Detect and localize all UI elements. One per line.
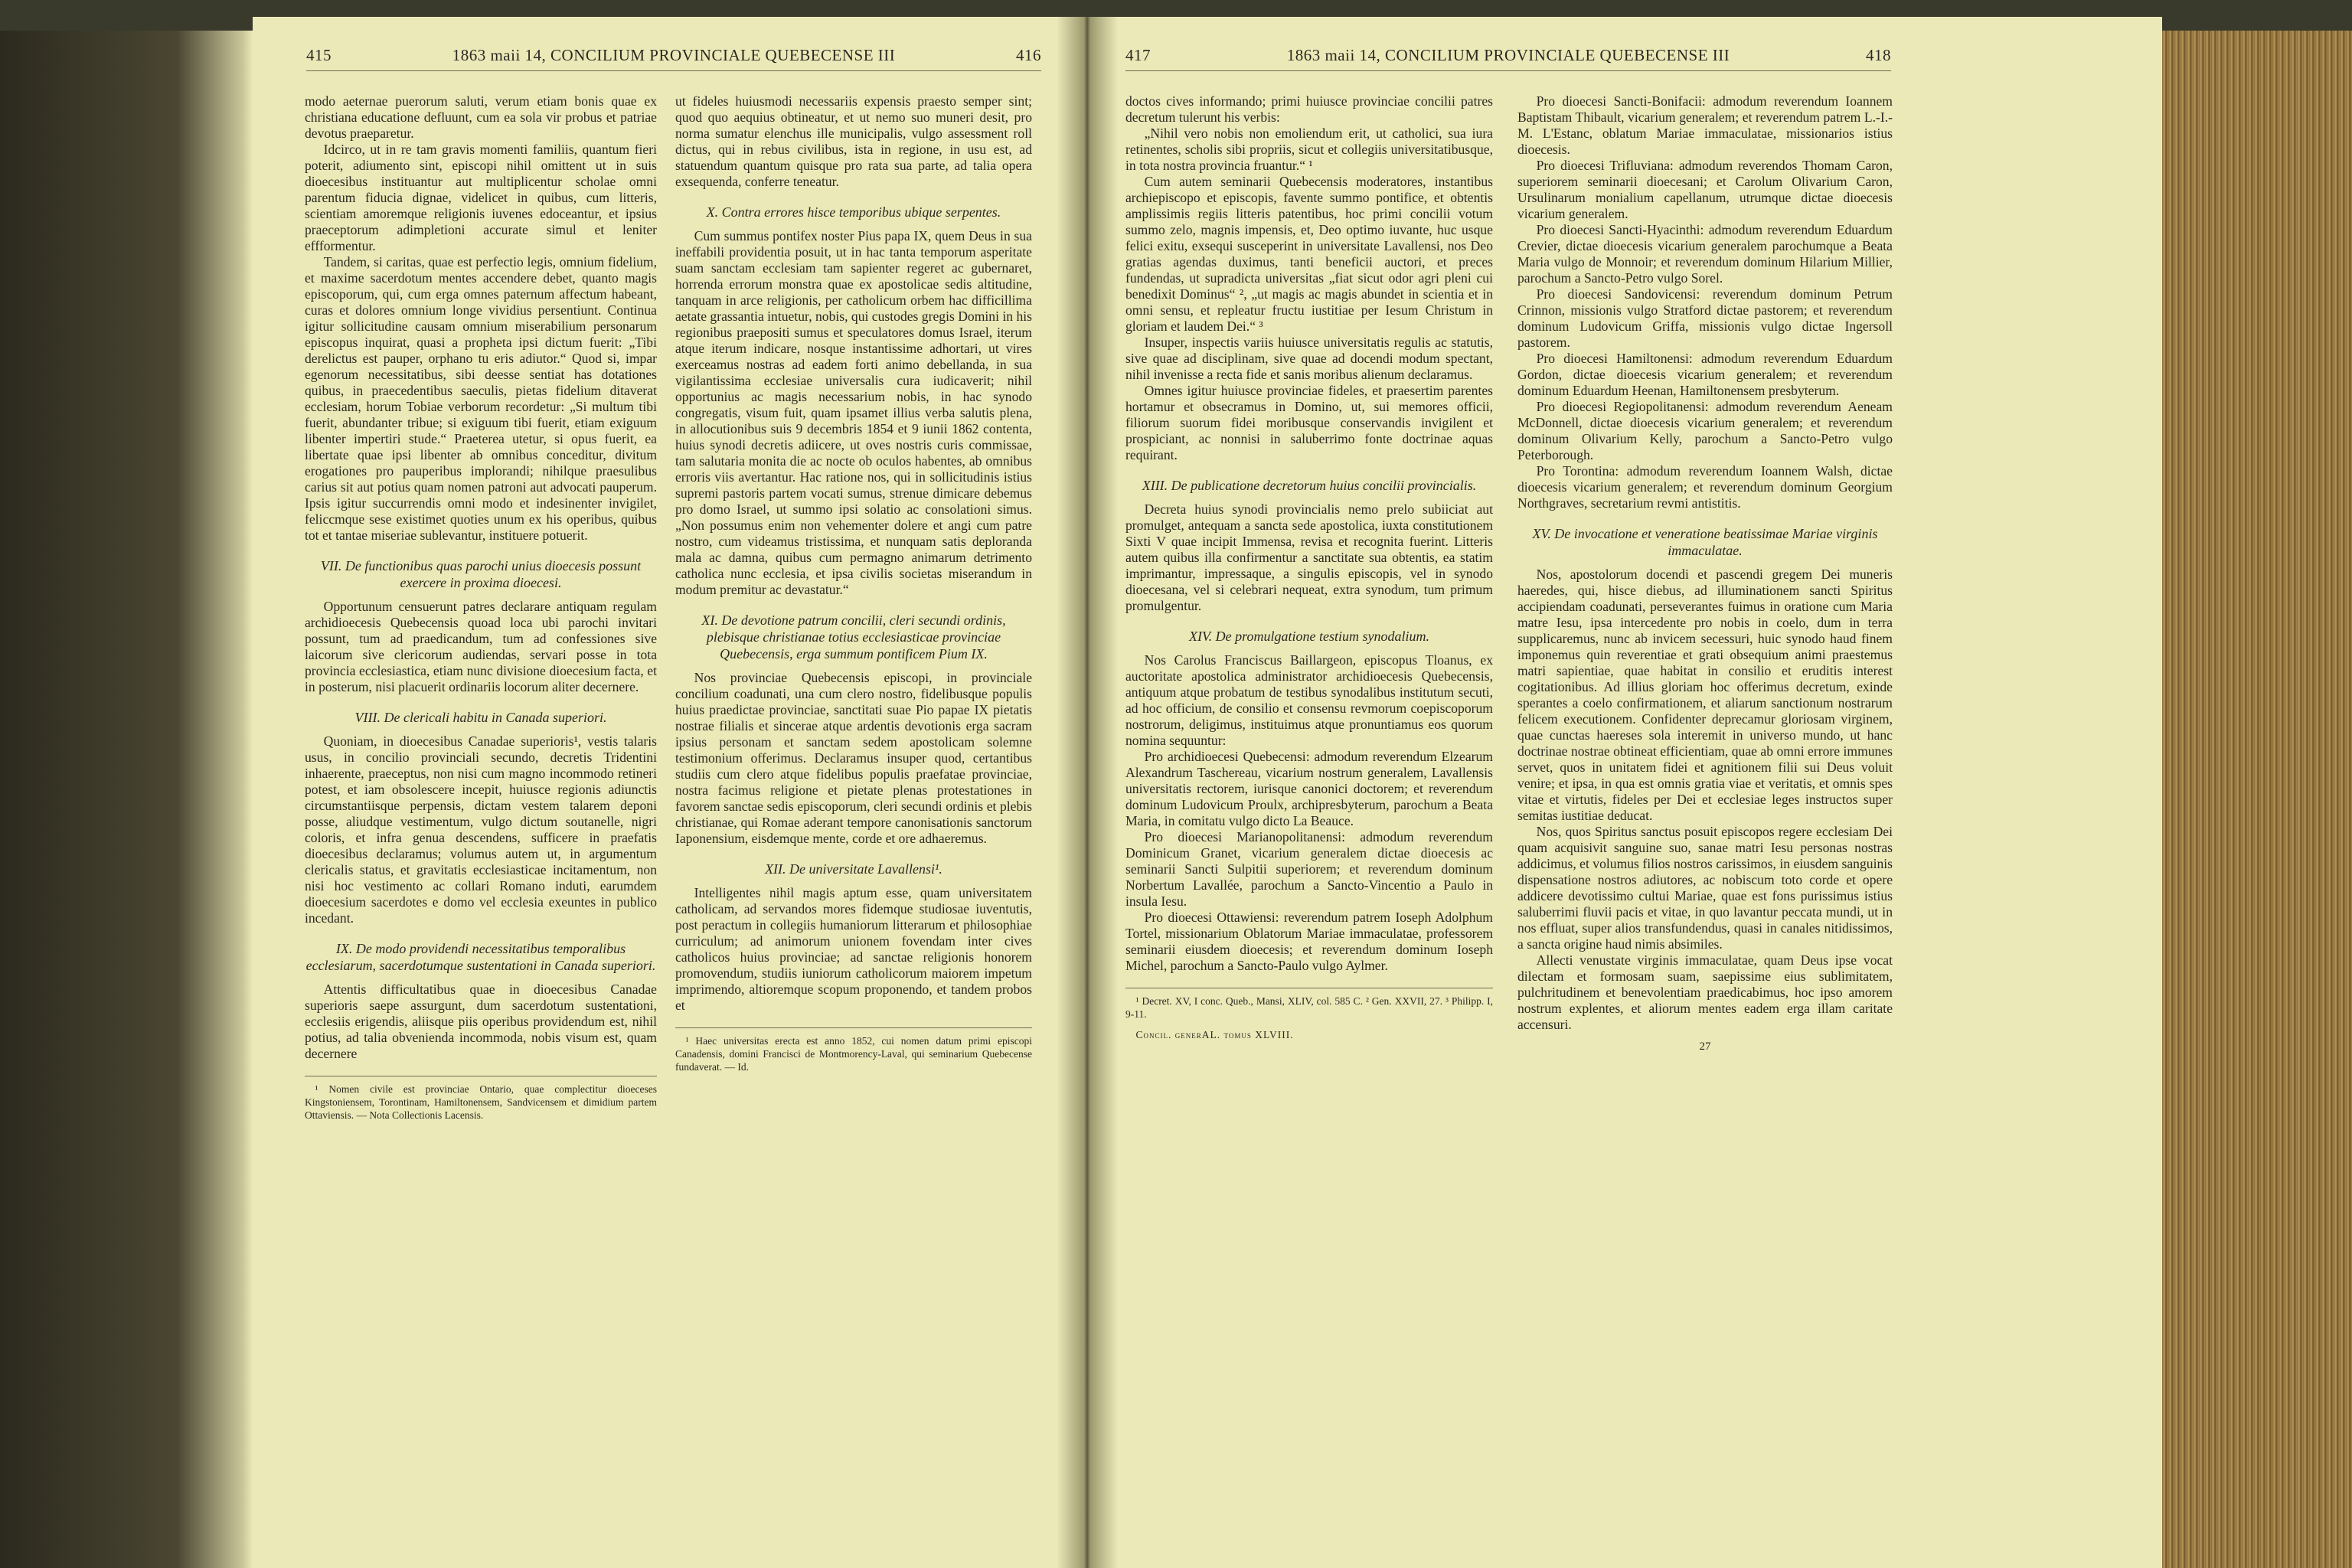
text-column-3 xyxy=(1125,93,1493,1041)
paragraph: modo aeternae puerorum saluti, verum etiam bonis quae ex christiana educatione defluunt, cum ea sola vir probus et patriae devotus praeparetur. xyxy=(305,93,657,141)
page-number: 416 xyxy=(1015,45,1041,64)
paragraph: Quoniam, in dioecesibus Canadae superioris¹, vestis talaris usus, in concilio provinciali secundo, decretis Tridentini inhaerente, praeceptus, non nisi cum magno incommodo retineri potest, et iam obsolescere incepit, huiusce regionis adiunctis circumstantiisque perpensis, dictam vestem talarem deponi posse, aliudque vestimentum, vulgo dictum soutanelle, nigri coloris, et infra genua descendens, sufficere in praefatis dioecesibus declaramus; volumus autem ut, in argumentum clericalis status, et gravitatis ecclesiasticae incitamentum, non nisi hoc vestimento ac collari Romano induti, earumdem dioecesium sacerdotes e domo vel ecclesia exeuntes in publico incedant. xyxy=(305,733,657,926)
paragraph: ut fideles huiusmodi necessariis expensis praesto semper sint; quod quo aequius obtineatur, et ut nemo suo muneri desit, pro norma sumatur elenchus ille municipalis, vulgo assessment roll dictus, qui in rebus civilibus, ista in regione, in usu est, ad statuendum quantum quisque pro rata sua parte, ad talia opera exsequenda, conferre teneatur. xyxy=(675,93,1032,189)
paragraph: Nos Carolus Franciscus Baillargeon, episcopus Tloanus, ex auctoritate apostolica administrator archidioecesis Quebecensis, antiquum atque probatum de testibus synodalibus institutum secuti, ad hoc officium, de consilio et consensu revmorum coepiscoporum nostrorum, deligimus, instituimus atque pronuntiamus eos quorum nomina sequuntur: xyxy=(1125,652,1493,748)
running-title: 1863 maii 14, CONCILIUM PROVINCIALE QUEBECENSE III xyxy=(1286,45,1730,64)
book-edge-left xyxy=(0,31,253,1568)
paragraph: Idcirco, ut in re tam gravis momenti familiis, quantum fieri poterit, adiumento sint, episcopi nihil omittent ut in suis dioecesibus instituantur aut multiplicentur scholae omni parentum fiducia dignae, videlicet in quibus, cum litteris, scientiam amoremque religionis iuvenes edoceantur, et ipsius praeceptorum adimpletioni accurate simul et leniter effformentur. xyxy=(305,142,657,253)
footnotes xyxy=(305,1076,657,1122)
page-number: 418 xyxy=(1865,45,1891,64)
paragraph: Pro dioecesi Regiopolitanensi: admodum reverendum Aeneam McDonnell, dictae dioecesis vicarium generalem; et reverendum dominum Olivarium Kelly, parochum a Sancto-Petro vulgo Peterborough. xyxy=(1517,399,1893,462)
paragraph: Opportunum censuerunt patres declarare antiquam regulam archidioecesis Quebecensis quoad loca ubi parochi invitari possunt, tum ad praedicandum, tum ad confessiones sive laicorum sive clericorum audiendas, servari posse in tota provincia ecclesiastica, etiam nunc divisione dioecesium facta, et in posterum, nisi placuerit ordinariis locorum aliter decernere. xyxy=(305,599,657,694)
page-signature: 27 xyxy=(1699,1040,1711,1053)
section-heading: X. Contra errores hisce temporibus ubique serpentes. xyxy=(706,204,1001,220)
paragraph: Omnes igitur huiusce provinciae fideles, et praesertim parentes hortamur et obsecramus in Domino, ut, sui memores officii, filiorum suorum fidei moribusque conservandis invigilent et prospiciant, ac nonnisi in saluberrimo fonte doctrinae aquas requirant. xyxy=(1125,383,1493,462)
section-heading: IX. De modo providendi necessitatibus temporalibus ecclesiarum, sacerdotumque sustentationi in Canada superiori. xyxy=(305,941,656,973)
paragraph: Allecti venustate virginis immaculatae, quam Deus ipse vocat dilectam et formosam suam, saepissime eius sublimitatem, pulchritudinem et benevolentiam praedicabimus, hoc ipso amorem nostrum explentes, et aliorum mentes eadem erga illam caritate accensuri. xyxy=(1517,952,1893,1032)
paragraph: Nos, quos Spiritus sanctus posuit episcopos regere ecclesiam Dei quam acquisivit sanguine suo, sanae matri Iesu personas nostras addicimus, et volumus filios nostros carissimos, in eiusdem sanguinis dispensatione nostros adiutores, ac nobiscum toto corde et opere addicere devotissimo cultui Mariae, quae est fons purissimus istius saluberrimi fluvii pacis et vitae, in quo lavantur peccata mundi, ut in nos effluat, super alios transfundendus, quasi in canales nitidissimos, a sancta origine haud nimis absimiles. xyxy=(1517,824,1893,952)
footnotes xyxy=(1125,988,1493,1041)
section-heading: XIV. De promulgatione testium synodalium. xyxy=(1189,629,1429,644)
section-heading: XI. De devotione patrum concilii, cleri secundi ordinis, plebisque christianae totius ecclesiasticae provinciae Quebecensis, erga summum pontificem Pium IX. xyxy=(701,612,1006,662)
book-edge-right xyxy=(2162,31,2352,1568)
paragraph: Attentis difficultatibus quae in dioecesibus Canadae superioris saepe assurgunt, dum sacerdotum sustentationi, ecclesiis erigendis, aliisque piis operibus providendum est, nihil potius, ad talia obvenienda incommoda, nobis visum est, quam decernere xyxy=(305,982,657,1061)
paragraph: Insuper, inspectis variis huiusce universitatis regulis ac statutis, sive quae ad disciplinam, sive quae ad docendi modum spectant, nihil invenisse a recta fide et sanis moribus alienum declaramus. xyxy=(1125,335,1493,382)
paragraph: Pro archidioecesi Quebecensi: admodum reverendum Elzearum Alexandrum Taschereau, vicarium nostrum generalem, Lavallensis universitatis rectorem, iurisque canonici doctorem; et reverendum dominum Ludovicum Proulx, archipresbyterum, parochum a Beata Maria, in comitatu vulgo dicto La Beauce. xyxy=(1125,749,1493,828)
paragraph: Tandem, si caritas, quae est perfectio legis, omnium fidelium, et maxime sacerdotum mentes accendere debet, quanto magis episcoporum, qui, cum erga omnes paternum affectum habeant, curas et dolores omnium longe vividius persentiunt. Continua igitur sollicitudine causam omnium miserabilium personarum episcopus inquirat, quasi a propheta ipsi dictum fuerit: „Tibi derelictus est pauper, orphano tu eris adiutor.“ Quod si, impar egenorum necessitatibus, sibi deesse sentiat has dotationes quibus, in praecedentibus saeculis, pietas fidelium ditaverat ecclesiam, horum Tobiae verborum recordetur: „Si multum tibi fuerit, abundanter tribue; si exiguum tibi fuerit, etiam exiguum libenter impertiri stude.“ Praeterea utetur, si opus fuerit, ea libertate quae ipsi libenter ab omnibus conceditur, divitum erogationes pro pauperibus implorandi; nihilque praesulibus carius sit aut potius quam nomen patroni aut advocati pauperum. Ipsis igitur succurrendis omni modo et indesinenter invigilet, feliccmque sese existimet quoties unum ex his operibus, quibus tot et tantae miseriae sublevantur, instituere potuerit. xyxy=(305,254,657,543)
footnote: ¹ Haec universitas erecta est anno 1852, cui nomen datum primi episcopi Canadensis, domini Francisci de Montmorency-Laval, qui seminarium Quebecense fundaverat. — Id. xyxy=(675,1035,1032,1073)
section-heading: VII. De functionibus quas parochi unius dioecesis possunt exercere in proxima dioecesi. xyxy=(320,558,642,590)
paragraph: Nos, apostolorum docendi et pascendi gregem Dei muneris haeredes, qui, hisce diebus, ad illuminationem sancti Spiritus accipiendam coadunati, perseverantes fuimus in oratione cum Maria matre Iesu, ipsa intercedente pro nobis in coelo, dum in terra supplicaremus, nunc ab invicem secessuri, huic synodo haud finem imponemus quin reverentiae et grati obsequium animi praestemus matri sapientiae, quae habitat in consilio et eruditis interest cogitationibus. Ad illius gloriam hoc offerimus decretum, exinde sperantes a coelo confirmationem, et aliarum sanctionum nostrarum felicem executionem. Confidenter deprecamur gloriosam virginem, quae cunctas haereses sola interemit in universo mundo, ut hanc doctrinae nostrae obtineat efficientiam, quae ab omni errore immunes servet, quos in unitatem fidei et agnitionem filii sui Deus voluit venire; et ipsa, in qua est omnis gratia viae et veritatis, et omnis spes vitae et virtutis, fideles per Dei et ecclesiae leges instructos super semitas iustitiae deducat. xyxy=(1517,567,1893,823)
text-column-2 xyxy=(675,93,1032,1073)
footnote: ¹ Decret. XV, I conc. Queb., Mansi, XLIV, col. 585 C. ² Gen. XXVII, 27. ³ Philipp. I, 9-11. xyxy=(1125,995,1493,1020)
left-page xyxy=(253,17,1081,1568)
page-number: 415 xyxy=(306,45,332,64)
section-heading: XIII. De publicatione decretorum huius concilii provincialis. xyxy=(1142,478,1477,493)
paragraph: Pro Torontina: admodum reverendum Ioannem Walsh, dictae dioecesis vicarium generalem; et reverendum dominum Georgium Northgraves, secretarium revmi antistitis. xyxy=(1517,463,1893,511)
footnotes xyxy=(675,1027,1032,1073)
running-head-left xyxy=(306,40,1041,71)
text-column-4 xyxy=(1517,93,1893,1055)
paragraph: Cum summus pontifex noster Pius papa IX, quem Deus in sua ineffabili providentia posuit, ut in hac tanta temporum asperitate suam sanctam ecclesiam tam sapienter regeret ac gubernaret, horrenda errorum monstra quae ex apostolicae sedis altitudine, tanquam in arce religionis, per catholicum orbem hac difficillima aetate grassantia intuetur, nobis, qui custodes gregis Domini in his regionibus praepositi sumus et speculatores domus Israel, iterum atque iterum indicare, nosque instantissime adhortari, ut vires exerceamus nostras ad eadem forti animo debellanda, in sua vigilantissima ecclesiae universalis cura iudicaverit; nihil opportunius ac magis necessarium nobis, in hac synodo congregatis, visum fuit, quam ipsamet illius verba salutis plena, in allocutionibus suis 9 decembris 1854 et 9 iunii 1862 contenta, huius synodi decretis adiicere, ut oves nostris curis commissae, tam salutaria monita die ac nocte ob oculos habentes, ab omnibus erroris viis avertantur. Hac ratione nos, qui in sollicitudinis istius supremi pastoris partem vocati sumus, strenue dimicare debemus pro domo Israel, ut summo ipsi solatio ac consolationi simus. „Non possumus enim non vehementer dolere et angi cum patre nostro, cum videamus tristissima, et nunquam satis deploranda mala ac damna, quibus cum permagno animarum detrimento catholica nunc ecclesia, et ipsa civilis societas miserandum in modum premitur ac devastatur.“ xyxy=(675,228,1032,597)
paragraph: Pro dioecesi Sandovicensi: reverendum dominum Petrum Crinnon, missionis vulgo Stratford dictae pastorem; et reverendum dominum Ludovicum Griffa, missionis vulgo dictae Ingersoll pastorem. xyxy=(1517,286,1893,350)
paragraph: Pro dioecesi Marianopolitanensi: admodum reverendum Dominicum Granet, vicarium generalem dictae dioecesis ac seminarii Sancti Sulpitii superiorem; et reverendum dominum Norbertum Lavallée, parochum a Sancto-Vincentio a Paulo in insula Iesu. xyxy=(1125,829,1493,909)
paragraph: Pro dioecesi Ottawiensi: reverendum patrem Ioseph Adolphum Tortel, missionarium Oblatorum Mariae immaculatae, professorem seminarii eiusdem dioecesis; et reverendum dominum Ioseph Michel, parochum a Sancto-Paulo vulgo Aylmer. xyxy=(1125,910,1493,973)
running-title: 1863 maii 14, CONCILIUM PROVINCIALE QUEBECENSE III xyxy=(452,45,896,64)
text-column-1 xyxy=(305,93,657,1122)
section-heading: XII. De universitate Lavallensi¹. xyxy=(765,861,942,877)
paragraph: Cum autem seminarii Quebecensis moderatores, instantibus archiepiscopo et episcopis, favente summo pontifice, et obtentis amplissimis regiis litteris patentibus, hoc primi concilii votum summo zelo, magnis impensis, et, Deo optimo iuvante, huc usque felici exitu, exsequi susceperint in universitate Lavallensi, nos Deo gratias agendas duximus, tanti beneficii auctori, et preces fundendas, ut supradicta universitas „fiat sicut odor agri pleni cui benedixit Dominus“ ², „ut magis ac magis abundet in scientia et in omni sensu, et repleatur fructu iustitiae per Iesum Christum in gloriam et laudem Dei.“ ³ xyxy=(1125,174,1493,334)
section-heading: XV. De invocatione et veneratione beatissimae Mariae virginis immaculatae. xyxy=(1532,526,1878,558)
signature-line: Concil. generAL. tomus XLVIII. xyxy=(1135,1029,1294,1040)
paragraph: doctos cives informando; primi huiusce provinciae concilii patres decretum tulerunt his verbis: xyxy=(1125,93,1493,125)
page-number: 417 xyxy=(1125,45,1151,64)
paragraph: Pro dioecesi Sancti-Hyacinthi: admodum reverendum Eduardum Crevier, dictae dioecesis vicarium generalem parochumque a Beata Maria vulgo de Monnoir; et reverendum dominum Hilarium Millier, parochum a Sancto-Petro vulgo Sorel. xyxy=(1517,222,1893,286)
paragraph: Decreta huius synodi provincialis nemo prelo subiiciat aut promulget, antequam a sancta sede apostolica, iuxta constitutionem Sixti V quae incipit Immensa, revisa et recognita fuerint. Litteris autem quibus illa confirmentur a sanctitate sua obtentis, ea statim imprimantur, impressaque, a singulis episcopis, vel in synodo dioecesana, vel si celebrari nequeat, extra synodum, tum primum promulgentur. xyxy=(1125,501,1493,613)
paragraph: Intelligentes nihil magis aptum esse, quam universitatem catholicam, ad servandos mores fidemque studiosae iuventutis, post peractum in collegiis humaniorum litterarum et philosophiae curriculum; ad animorum unionem fovendam inter cives catholicos huius provinciae; ad sanctae religionis honorem promovendum, studiis iuniorum catholicorum maiorem impetum imprimendo, altioremque scopum proponendo, et tandem probos et xyxy=(675,885,1032,1013)
paragraph: Pro dioecesi Trifluviana: admodum reverendos Thomam Caron, superiorem seminarii dioecesani; et Carolum Olivarium Caron, Ursulinarum monialium capellanum, utrumque dictae dioecesis vicarium generalem. xyxy=(1517,158,1893,221)
running-head-right xyxy=(1125,40,1891,71)
right-page xyxy=(1081,17,2162,1568)
paragraph: „Nihil vero nobis non emoliendum erit, ut catholici, sua iura retinentes, scholis sibi propriis, sicut et collegiis universitatibusque, in tota nostra provincia fruantur.“ ¹ xyxy=(1125,126,1493,173)
section-heading: VIII. De clericali habitu in Canada superiori. xyxy=(354,710,607,725)
footnote: ¹ Nomen civile est provinciae Ontario, quae complectitur dioeceses Kingstoniensem, Torontinam, Hamiltonensem, Sandvicensem et dimidium partem Ottaviensis. — Nota Collectionis Lacensis. xyxy=(305,1083,657,1121)
paragraph: Pro dioecesi Sancti-Bonifacii: admodum reverendum Ioannem Baptistam Thibault, vicarium generalem; et reverendum patrem L.-I.-M. L'Estanc, oblatum Mariae immaculatae, missionarios istius dioecesis. xyxy=(1517,93,1893,157)
paragraph: Pro dioecesi Hamiltonensi: admodum reverendum Eduardum Gordon, dictae dioecesis vicarium generalem; et reverendum dominum Eduardum Heenan, Hamiltonensem presbyterum. xyxy=(1517,351,1893,398)
paragraph: Nos provinciae Quebecensis episcopi, in provinciale concilium coadunati, una cum clero nostro, fidelibusque populis huius praedictae provinciae, sanctitati suae Pio papae IX pietatis nostrae filialis et sincerae atque ardentis devotionis erga sacram ipsius personam et sanctam sedem apostolicam solemne testimonium offerimus. Declaramus insuper quod, certantibus studiis cum clero atque fidelibus populis praefatae provinciae, nostra facimus religione et pietate plenas protestationes in favorem sanctae sedis episcoporum, cleri secundi ordinis et plebis christianae, qui Romae aderant tempore canonisationis sanctorum Iaponensium, eisdemque mente, corde et ore adhaeremus. xyxy=(675,670,1032,846)
